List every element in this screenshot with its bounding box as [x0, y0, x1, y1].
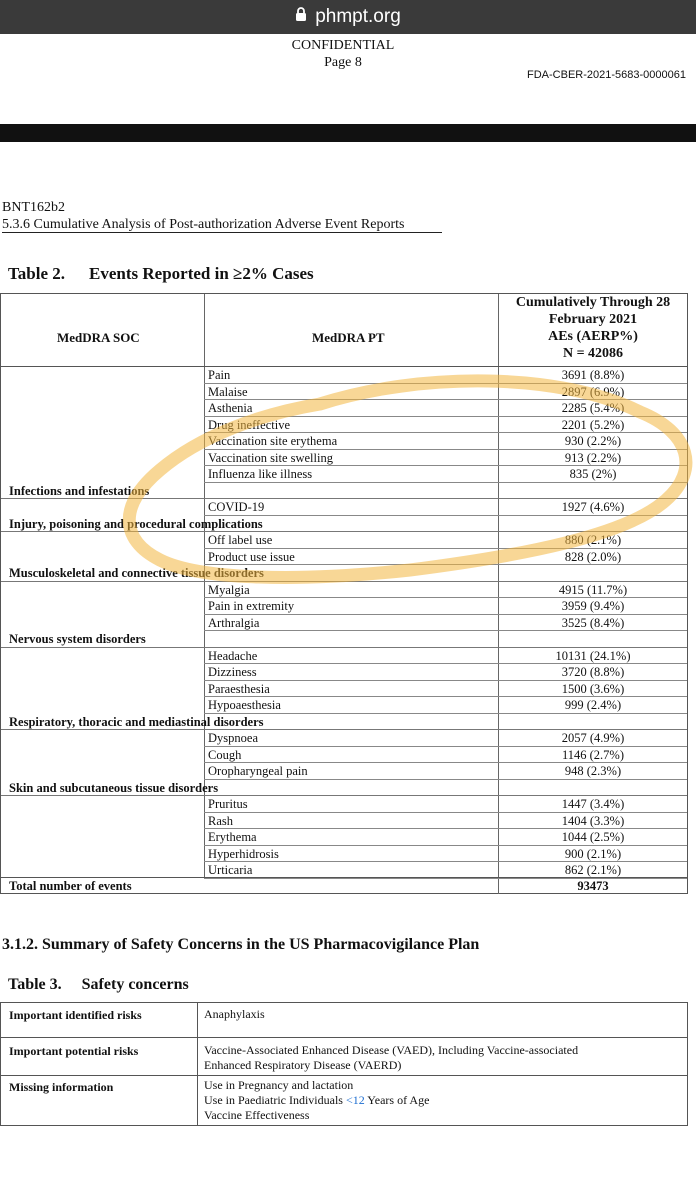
table-row — [1, 615, 687, 632]
confidential-header — [0, 37, 686, 71]
header-meddra-pt: MedDRA PT — [312, 330, 385, 345]
event-count: 1447 (3.4%) — [561, 797, 625, 811]
total-value: 93473 — [577, 879, 609, 893]
document-heading — [2, 199, 404, 233]
identified-risks-label: Important identified risks — [9, 1008, 142, 1022]
event-count: 828 (2.0%) — [564, 549, 622, 564]
event-count: 1927 (4.6%) — [561, 500, 625, 514]
lock-icon — [295, 6, 307, 28]
preferred-term: Urticaria — [208, 863, 253, 877]
table-row — [1, 532, 687, 549]
table3-number: Table 3. — [8, 976, 62, 993]
soc-name: Skin and subcutaneous tissue disorders — [9, 780, 219, 795]
table-row — [1, 384, 687, 401]
missing-info-value — [204, 1078, 429, 1123]
table-row — [1, 598, 687, 615]
soc-name: Musculoskeletal and connective tissue disorders — [9, 566, 264, 580]
table-row — [1, 417, 687, 434]
row-separator — [1, 1075, 687, 1076]
preferred-term: Dyspnoea — [208, 731, 258, 745]
event-count: 835 (2%) — [569, 467, 617, 481]
event-count: 10131 (24.1%) — [555, 648, 631, 663]
preferred-term: Vaccination site erythema — [208, 434, 338, 448]
preferred-term: Oropharyngeal pain — [208, 764, 308, 778]
event-count: 4915 (11.7%) — [558, 582, 628, 597]
event-count: 880 (2.1%) — [564, 533, 622, 547]
table-row — [1, 400, 687, 417]
table-row — [1, 499, 687, 516]
header-cumulative-line: AEs (AERP%) — [548, 329, 638, 344]
preferred-term: Product use issue — [208, 549, 295, 564]
potential-risks-line: Vaccine-Associated Enhanced Disease (VAED), Including Vaccine-associated — [204, 1043, 579, 1057]
preferred-term: Paraesthesia — [208, 681, 270, 696]
event-count: 2285 (5.4%) — [561, 401, 625, 415]
soc-row — [1, 631, 687, 648]
product-name: BNT162b2 — [2, 200, 65, 215]
url-text: phmpt.org — [315, 6, 401, 27]
table2-number: Table 2. — [8, 264, 66, 283]
missing-info-line: Use in Pregnancy and lactation — [204, 1078, 354, 1092]
page-number: Page 8 — [324, 55, 362, 70]
identified-risks-value: Anaphylaxis — [204, 1007, 265, 1021]
confidential-label: CONFIDENTIAL — [291, 38, 395, 53]
table2-title — [8, 264, 314, 284]
safety-concerns-heading: 3.1.2. Summary of Safety Concerns in the US Pharmacovigilance Plan — [2, 936, 480, 953]
soc-row — [1, 714, 687, 731]
event-count: 2201 (5.2%) — [561, 417, 625, 432]
soc-name: Nervous system disorders — [9, 632, 146, 646]
preferred-term: Hyperhidrosis — [208, 846, 279, 861]
header-cumulative-line: February 2021 — [548, 312, 638, 327]
section-underline — [2, 232, 442, 233]
soc-row — [1, 780, 687, 797]
preferred-term: Headache — [208, 648, 258, 663]
section-title: 5.3.6 Cumulative Analysis of Post-authorization Adverse Event Reports — [2, 217, 405, 232]
preferred-term: Drug ineffective — [208, 417, 291, 432]
table3-title — [8, 976, 189, 994]
table-row — [1, 730, 687, 747]
table-row — [1, 549, 687, 566]
event-count: 3525 (8.4%) — [561, 615, 625, 630]
event-count: 3720 (8.8%) — [561, 665, 625, 679]
missing-info-line: Vaccine Effectiveness — [204, 1108, 310, 1122]
preferred-term: Rash — [208, 813, 233, 828]
preferred-term: Asthenia — [208, 401, 253, 415]
potential-risks-value — [204, 1043, 578, 1073]
page-divider — [0, 124, 696, 142]
table-row — [1, 763, 687, 780]
table-row — [1, 466, 687, 483]
potential-risks-label: Important potential risks — [9, 1044, 139, 1058]
missing-info-text: Years of Age — [364, 1093, 430, 1107]
soc-name: Injury, poisoning and procedural complications — [9, 516, 263, 531]
event-count: 948 (2.3%) — [564, 764, 622, 778]
fda-document-id: FDA-CBER-2021-5683-0000061 — [527, 69, 686, 81]
header-cumulative — [498, 294, 688, 362]
event-count: 930 (2.2%) — [564, 434, 622, 448]
header-cumulative-line: N = 42086 — [562, 346, 624, 361]
event-count: 3959 (9.4%) — [561, 599, 625, 613]
soc-name: Respiratory, thoracic and mediastinal disorders — [9, 714, 264, 729]
total-label: Total number of events — [9, 879, 132, 893]
preferred-term: Malaise — [208, 384, 248, 399]
header-meddra-soc: MedDRA SOC — [57, 330, 140, 345]
soc-name: Infections and infestations — [9, 483, 150, 498]
preferred-term: Cough — [208, 747, 242, 762]
preferred-term: Dizziness — [208, 665, 257, 679]
adverse-events-table — [0, 293, 688, 894]
event-count: 2897 (6.9%) — [561, 384, 625, 399]
missing-info-label: Missing information — [9, 1080, 114, 1094]
table-row — [1, 796, 687, 813]
table-row — [1, 367, 687, 384]
preferred-term: COVID-19 — [208, 500, 265, 514]
event-count: 862 (2.1%) — [564, 863, 622, 877]
missing-info-text: Use in Paediatric Individuals — [204, 1093, 346, 1107]
potential-risks-line: Enhanced Respiratory Disease (VAERD) — [204, 1058, 402, 1072]
row-separator — [1, 1037, 687, 1038]
browser-url-bar[interactable] — [0, 0, 696, 34]
table-row — [1, 582, 687, 599]
preferred-term: Arthralgia — [208, 615, 260, 630]
total-row — [1, 877, 687, 895]
event-count: 2057 (4.9%) — [561, 731, 625, 745]
event-count: 1500 (3.6%) — [561, 681, 625, 696]
header-cumulative-line: Cumulatively Through 28 — [515, 295, 671, 310]
table-row — [1, 664, 687, 681]
event-count: 3691 (8.8%) — [561, 368, 625, 382]
safety-concerns-table — [0, 1002, 688, 1126]
preferred-term: Pain in extremity — [208, 599, 295, 613]
age-threshold: <12 — [345, 1093, 365, 1107]
table-row — [1, 681, 687, 698]
preferred-term: Pain — [208, 368, 231, 382]
event-count: 1146 (2.7%) — [561, 747, 625, 762]
table-row — [1, 697, 687, 714]
table-row — [1, 648, 687, 665]
preferred-term: Erythema — [208, 830, 257, 844]
table-row — [1, 747, 687, 764]
preferred-term: Hypoaesthesia — [208, 698, 281, 712]
preferred-term: Pruritus — [208, 797, 248, 811]
table3-caption: Safety concerns — [81, 976, 189, 993]
soc-row — [1, 483, 687, 500]
table-row — [1, 846, 687, 863]
missing-info-line — [204, 1093, 429, 1108]
preferred-term: Myalgia — [208, 582, 250, 597]
event-count: 1404 (3.3%) — [561, 813, 625, 828]
preferred-term: Vaccination site swelling — [208, 450, 333, 465]
preferred-term: Influenza like illness — [208, 467, 313, 481]
soc-row — [1, 565, 687, 582]
event-count: 1044 (2.5%) — [561, 830, 625, 844]
event-count: 900 (2.1%) — [564, 846, 622, 861]
preferred-term: Off label use — [208, 533, 273, 547]
table-row — [1, 433, 687, 450]
table-row — [1, 450, 687, 467]
column-divider — [197, 1003, 198, 1125]
event-count: 913 (2.2%) — [564, 450, 622, 465]
table2-caption: Events Reported in ≥2% Cases — [89, 264, 314, 283]
table-row — [1, 813, 687, 830]
event-count: 999 (2.4%) — [564, 698, 622, 712]
soc-row — [1, 516, 687, 533]
table-row — [1, 829, 687, 846]
